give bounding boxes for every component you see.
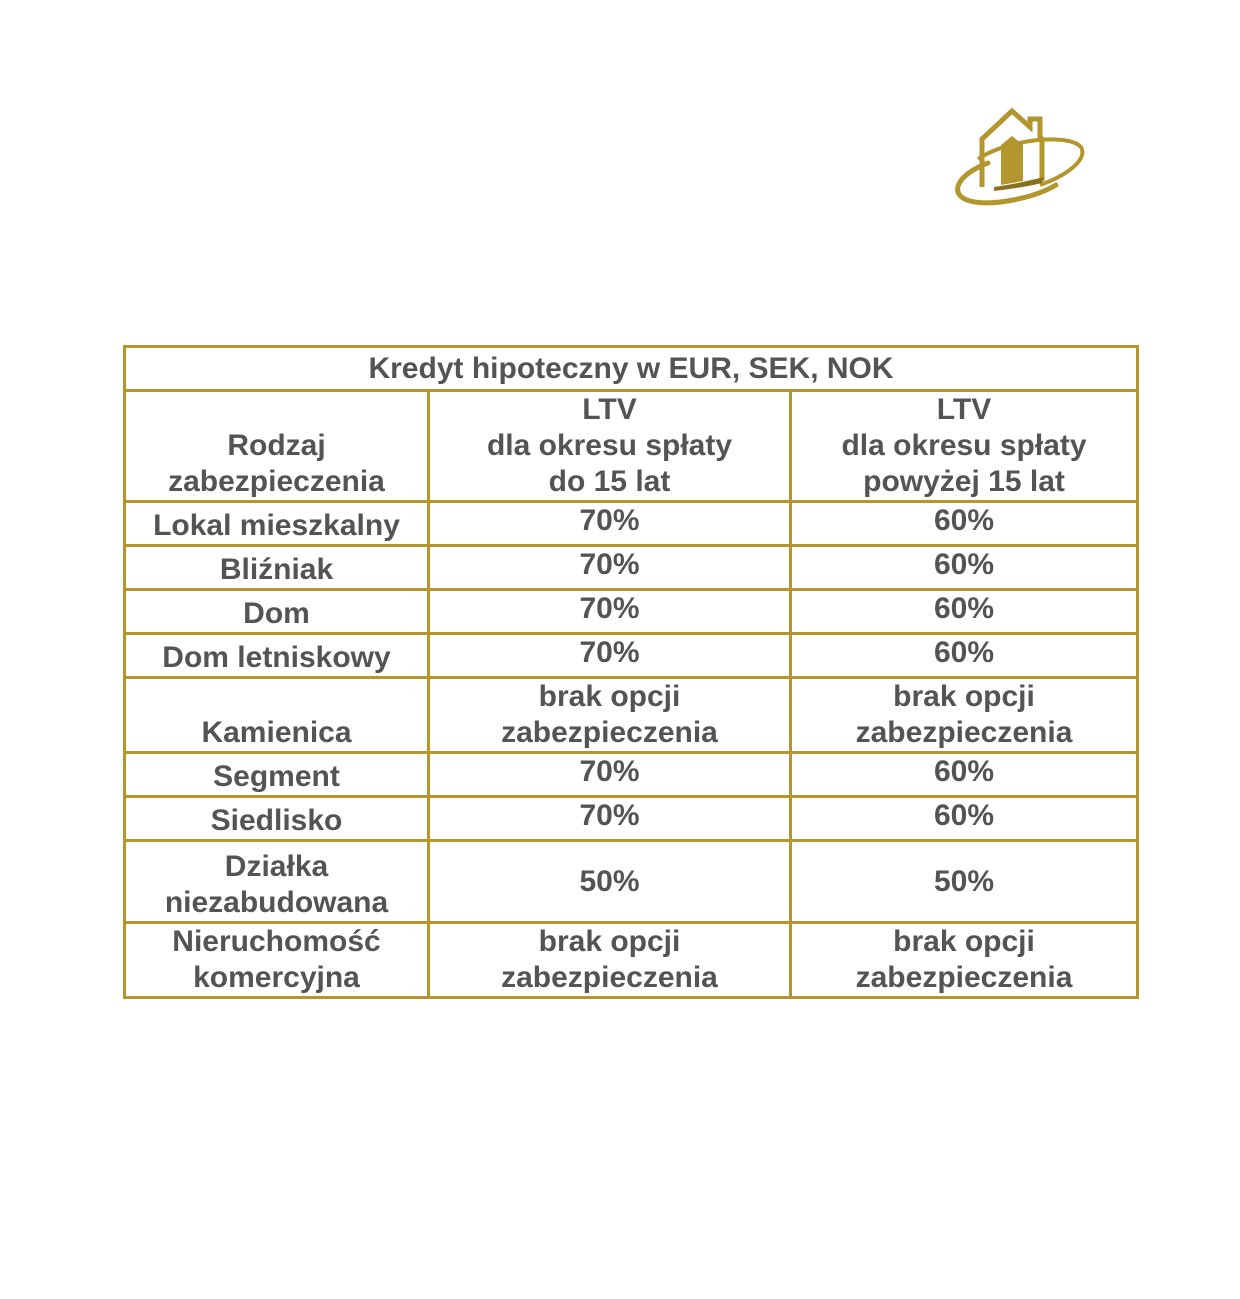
cell-text: 70% [579,504,640,537]
cell-text: komercyjna [193,961,360,994]
cell-text: Nieruchomość [172,925,381,958]
table-row [125,797,1138,841]
header-line: LTV [936,393,992,426]
table-row [125,923,1138,998]
table-row [125,590,1138,634]
collateral-type-cell [125,678,429,753]
cell-text: 70% [579,636,640,669]
table-title: Kredyt hipoteczny w EUR, SEK, NOK [125,347,1138,391]
table-header-row [125,391,1138,502]
collateral-type-cell [125,502,429,546]
ltv-over-15-cell [791,753,1138,797]
cell-text: brak opcji [893,925,1035,958]
ltv-up-to-15-cell [429,753,791,797]
header-line: LTV [582,393,637,426]
cell-text: Bliźniak [219,553,334,586]
house-in-orbit-icon [948,103,1088,207]
header-collateral-type [125,391,429,502]
cell-text: Dom [243,597,310,630]
cell-text: 60% [933,592,995,625]
ltv-over-15-cell [791,502,1138,546]
cell-text: 60% [933,636,995,669]
cell-text: zabezpieczenia [501,716,718,749]
cell-text: brak opcji [893,680,1035,713]
table-row [125,841,1138,923]
cell-text: 50% [579,864,640,898]
cell-text: brak opcji [538,680,681,713]
collateral-type-cell [125,634,429,678]
cell-text: Kamienica [201,716,352,749]
collateral-type-cell [125,797,429,841]
ltv-up-to-15-cell [429,841,791,923]
table-row [125,502,1138,546]
cell-text: 50% [933,864,995,898]
ltv-over-15-cell [791,634,1138,678]
header-line: powyżej 15 lat [863,465,1065,498]
cell-text: Działka [224,850,329,883]
cell-text: zabezpieczenia [855,716,1073,749]
cell-text: 70% [579,548,640,581]
cell-text: 70% [579,799,640,832]
cell-text: Lokal mieszkalny [153,509,400,542]
cell-text: 60% [933,799,995,832]
table-row [125,678,1138,753]
collateral-type-cell [125,590,429,634]
ltv-over-15-cell [791,678,1138,753]
cell-text: 60% [933,755,995,788]
ltv-over-15-cell [791,797,1138,841]
ltv-up-to-15-cell [429,590,791,634]
ltv-up-to-15-cell [429,634,791,678]
header-line: zabezpieczenia [168,465,385,498]
cell-text: 60% [933,548,995,581]
ltv-over-15-cell [791,590,1138,634]
collateral-type-cell [125,546,429,590]
cell-text: 60% [933,504,995,537]
collateral-type-cell [125,923,429,998]
header-line: dla okresu spłaty [486,429,733,462]
cell-text: Dom letniskowy [162,641,391,674]
collateral-type-cell [125,841,429,923]
ltv-up-to-15-cell [429,502,791,546]
cell-text: zabezpieczenia [501,961,718,994]
cell-text: brak opcji [538,925,681,958]
cell-text: 70% [579,592,640,625]
ltv-up-to-15-cell [429,923,791,998]
ltv-up-to-15-cell [429,546,791,590]
table-row [125,753,1138,797]
ltv-up-to-15-cell [429,797,791,841]
ltv-over-15-cell [791,546,1138,590]
table-row [125,546,1138,590]
cell-text: Siedlisko [210,804,343,837]
ltv-table-body [125,347,1138,998]
table-title-row [125,347,1138,391]
cell-text: 70% [579,755,640,788]
table-row [125,634,1138,678]
cell-text: Segment [213,760,340,793]
ltv-over-15-cell [791,841,1138,923]
ltv-over-15-cell [791,923,1138,998]
header-ltv-up-to-15 [429,391,791,502]
cell-text: zabezpieczenia [855,961,1073,994]
ltv-table [123,345,1139,999]
cell-text: niezabudowana [164,886,389,919]
ltv-up-to-15-cell [429,678,791,753]
header-ltv-over-15 [791,391,1138,502]
header-line: do 15 lat [548,465,671,498]
collateral-type-cell [125,753,429,797]
header-line: dla okresu spłaty [841,429,1087,462]
header-line: Rodzaj [227,429,326,462]
